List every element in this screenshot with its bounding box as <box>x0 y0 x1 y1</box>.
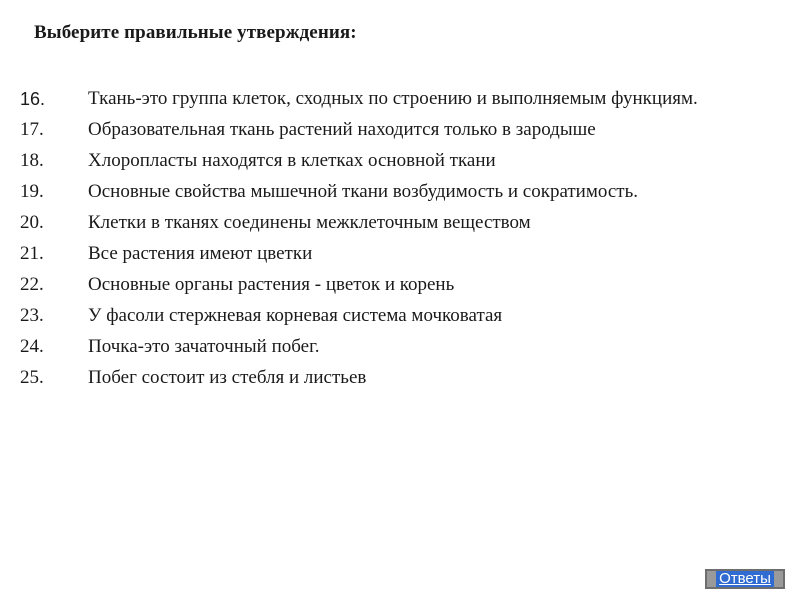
item-text: Образовательная ткань растений находится только в зародыше <box>88 119 596 140</box>
item-text: У фасоли стержневая корневая система мочковатая <box>88 305 503 326</box>
list-item <box>20 272 780 298</box>
item-number: 24. <box>20 336 44 357</box>
item-number: 18. <box>20 150 44 171</box>
list-item <box>20 210 780 236</box>
list-item <box>20 179 780 205</box>
item-number: 21. <box>20 243 44 264</box>
item-number: 23. <box>20 305 44 326</box>
item-number: 16. <box>20 89 46 109</box>
item-number: 17. <box>20 119 44 140</box>
statement-list <box>20 86 780 396</box>
answers-button[interactable] <box>705 569 785 589</box>
item-text: Хлоропласты находятся в клетках основной ткани <box>88 150 496 171</box>
list-item <box>20 148 780 174</box>
item-number: 22. <box>20 274 44 295</box>
item-number: 20. <box>20 212 44 233</box>
item-text: Ткань-это группа клеток, сходных по строению и выполняемым функциям. <box>88 88 698 109</box>
item-text: Основные свойства мышечной ткани возбудимость и сократимость. <box>88 181 638 202</box>
item-number: 19. <box>20 181 44 202</box>
list-item <box>20 334 780 360</box>
list-item <box>20 365 780 391</box>
list-item <box>20 303 780 329</box>
item-text: Почка-это зачаточный побег. <box>88 336 320 357</box>
list-item <box>20 241 780 267</box>
item-number: 25. <box>20 367 44 388</box>
item-text: Основные органы растения - цветок и корень <box>88 274 455 295</box>
item-text: Побег состоит из стебля и листьев <box>88 367 367 388</box>
list-item <box>20 117 780 143</box>
list-item <box>20 86 780 112</box>
page-title: Выберите правильные утверждения: <box>34 22 357 43</box>
answers-link[interactable]: Ответы <box>716 571 774 587</box>
item-text: Клетки в тканях соединены межклеточным веществом <box>88 212 531 233</box>
item-text: Все растения имеют цветки <box>88 243 313 264</box>
